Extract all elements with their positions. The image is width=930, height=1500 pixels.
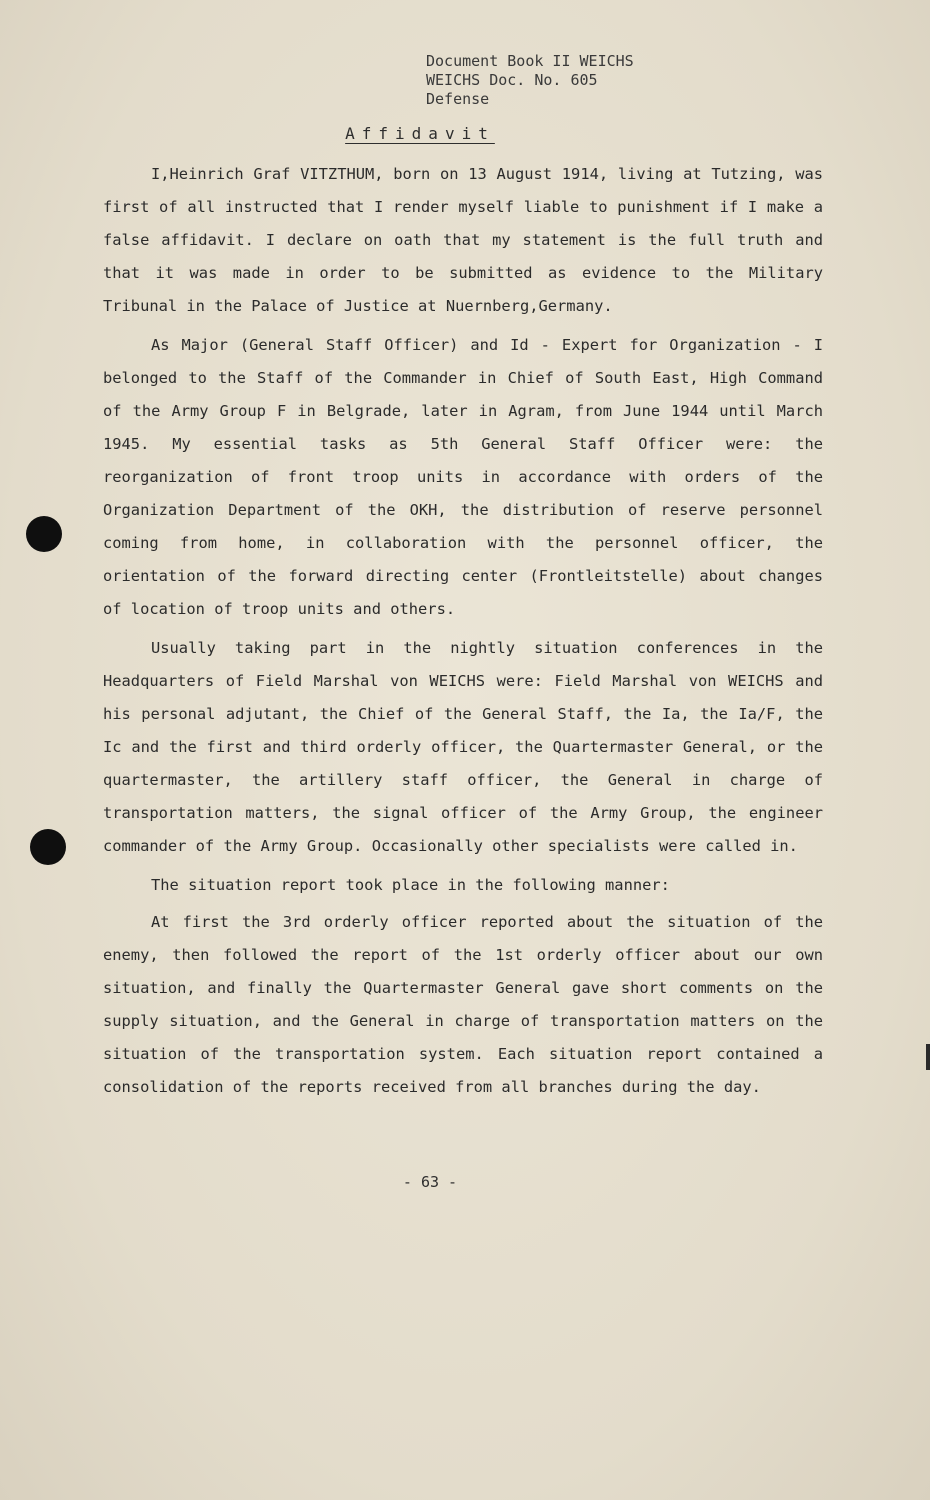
document-body: [103, 158, 823, 1110]
punch-hole-top: [26, 516, 62, 552]
paragraph-duties: As Major (General Staff Officer) and Id - Expert for Organization - I belonged to the Staff of the Commander in Chief of South East, High Command of the Army Group F in Belgrade, later in Agram, from June 1944 until March 1945. My essential tasks as 5th General Staff Officer were: the reorganization of front troop units in accordance with orders of the Organization Department of the OKH, the distribution of reserve personnel coming from home, in collaboration with the personnel officer, the orientation of the forward directing center (Frontleitstelle) about changes of location of troop units and others.: [103, 336, 823, 618]
header-document-number: WEICHS Doc. No. 605: [426, 71, 598, 89]
paragraph-conference-participants: Usually taking part in the nightly situation conferences in the Headquarters of Field Marshal von WEICHS were: Field Marshal von WEICHS and his personal adjutant, the Chief of the General Staff, the Ia, the Ia/F, the Ic and the first and third orderly officer, the Quartermaster General, or the quartermaster, the artillery staff officer, the General in charge of transportation matters, the signal officer of the Army Group, the engineer commander of the Army Group. Occasionally other specialists were called in.: [103, 639, 823, 855]
edge-mark: [926, 1044, 930, 1070]
document-title: Affidavit: [345, 124, 495, 143]
document-header: [426, 52, 634, 109]
paragraph-report-intro: The situation report took place in the following manner:: [151, 876, 670, 894]
page-number: - 63 -: [402, 1173, 458, 1191]
paragraph-report-procedure: At first the 3rd orderly officer reported about the situation of the enemy, then followed the report of the 1st orderly officer about our own situation, and finally the Quartermaster General gave short comments on the supply situation, and the General in charge of transportation matters on the situation of the transportation system. Each situation report contained a consolidation of the reports received from all branches during the day.: [103, 913, 823, 1096]
punch-hole-bottom: [30, 829, 66, 865]
header-defense: Defense: [426, 90, 490, 108]
header-document-book: Document Book II WEICHS: [426, 52, 634, 70]
paragraph-declaration: I,Heinrich Graf VITZTHUM, born on 13 August 1914, living at Tutzing, was first of all instructed that I render myself liable to punishment if I make a false affidavit. I declare on oath that my statement is the full truth and that it was made in order to be submitted as evidence to the Military Tribunal in the Palace of Justice at Nuernberg,Germany.: [103, 165, 823, 315]
